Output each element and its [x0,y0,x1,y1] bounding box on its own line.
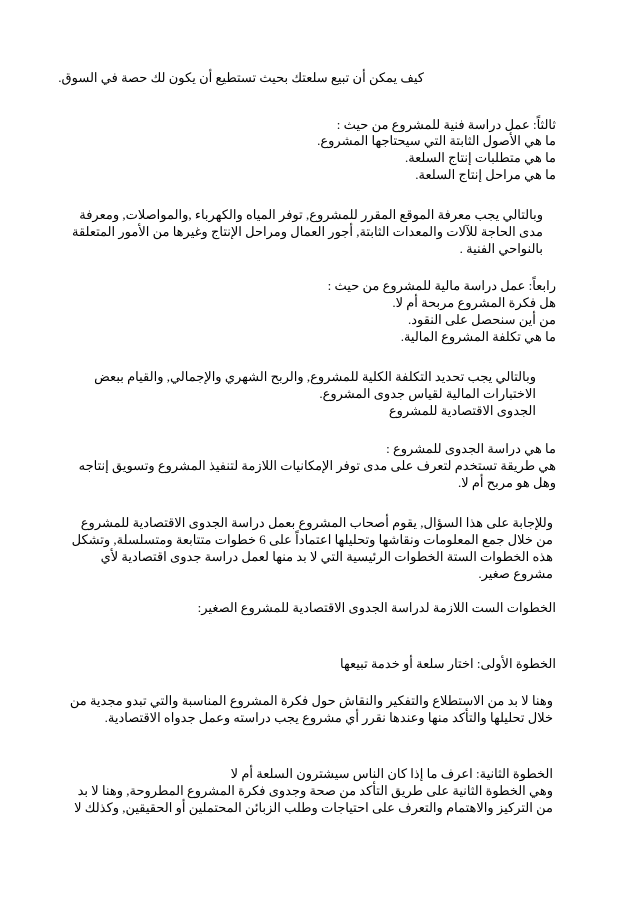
section-3-paragraph-line: مدى الحاجة للآلات والمعدات الثابتة, أجور العمال ومراحل الإنتاج وغيرها من الأمور المتعلقة [72,224,543,239]
step-1-paragraph-line: خلال تحليلها والتأكد منها وعندها نقرر أي مشروع يجب دراسته وعمل جدواه الاقتصادية. [104,710,553,725]
section-4-heading: رابعاً: عمل دراسة مالية للمشروع من حيث : [327,278,556,293]
answer-paragraph-line: هذه الخطوات الستة الخطوات الرئيسية التي لا بد منها لعمل دراسة جدوى اقتصادية لأي [100,549,553,564]
section-3-heading: ثالثاً: عمل دراسة فنية للمشروع من حيث : [336,117,556,132]
answer-paragraph-line: مشروع صغير. [478,566,553,581]
section-3-item: ما هي متطلبات إنتاج السلعة. [404,150,556,165]
section-4-paragraph-line: الاختبارات المالية لقياس جدوى المشروع. [319,386,536,401]
answer-paragraph-line: من خلال جمع المعلومات ونقاشها وتحليلها اعتماداً على 6 خطوات متتابعة ومتسلسلة, وتشكل [71,532,553,547]
feasibility-subtitle: الجدوى الاقتصادية للمشروع [388,403,536,418]
section-4-paragraph-line: وبالتالي يجب تحديد التكلفة الكلية للمشروع, والربح الشهري والإجمالي, والقيام ببعض [94,369,536,384]
intro-question: كيف يمكن أن تبيع سلعتك بحيث تستطيع أن يكون لك حصة في السوق. [58,70,424,85]
step-1-paragraph-line: وهنا لا بد من الاستطلاع والتفكير والنقاش حول فكرة المشروع المناسبة والتي تبدو مجدية من [69,693,553,708]
section-3-item: ما هي الأصول الثابتة التي سيحتاجها المشروع. [317,133,556,148]
step-2-paragraph-line: من التركيز والاهتمام والتعرف على احتياجات وطلب الزبائن المحتملين أو الحقيقين, وكذلك لا [74,800,553,815]
section-4-item: من أين سنحصل على النقود. [407,312,556,327]
section-4-item: ما هي تكلفة المشروع المالية. [400,329,556,344]
six-steps-heading: الخطوات الست اللازمة لدراسة الجدوى الاقتصادية للمشروع الصغير: [197,600,556,615]
step-2-heading: الخطوة الثانية: اعرف ما إذا كان الناس سيشترون السلعة أم لا [230,766,553,781]
answer-paragraph-line: وللإجابة على هذا السؤال, يقوم أصحاب المشروع بعمل دراسة الجدوى الاقتصادية للمشروع [80,515,553,530]
step-2-paragraph-line: وهي الخطوة الثانية على طريق التأكد من صحة وجدوى فكرة المشروع المطروحة, وهنا لا بد [77,783,553,798]
section-3-item: ما هي مراحل إنتاج السلعة. [415,167,556,182]
section-3-paragraph-line: بالنواحي الفنية . [459,241,543,256]
feasibility-definition-line: هي طريقة تستخدم لتعرف على مدى توفر الإمكانيات اللازمة لتنفيذ المشروع وتسويق إنتاجه [78,458,556,473]
feasibility-question: ما هي دراسة الجدوى للمشروع : [386,441,556,456]
section-3-paragraph-line: وبالتالي يجب معرفة الموقع المقرر للمشروع, توفر المياه والكهرباء ,والمواصلات, ومعرفة [79,207,543,222]
section-4-item: هل فكرة المشروع مربحة أم لا. [392,295,556,310]
feasibility-definition-line: وهل هو مربح أم لا. [457,475,556,490]
step-1-heading: الخطوة الأولى: اختار سلعة أو خدمة تبيعها [340,656,556,671]
